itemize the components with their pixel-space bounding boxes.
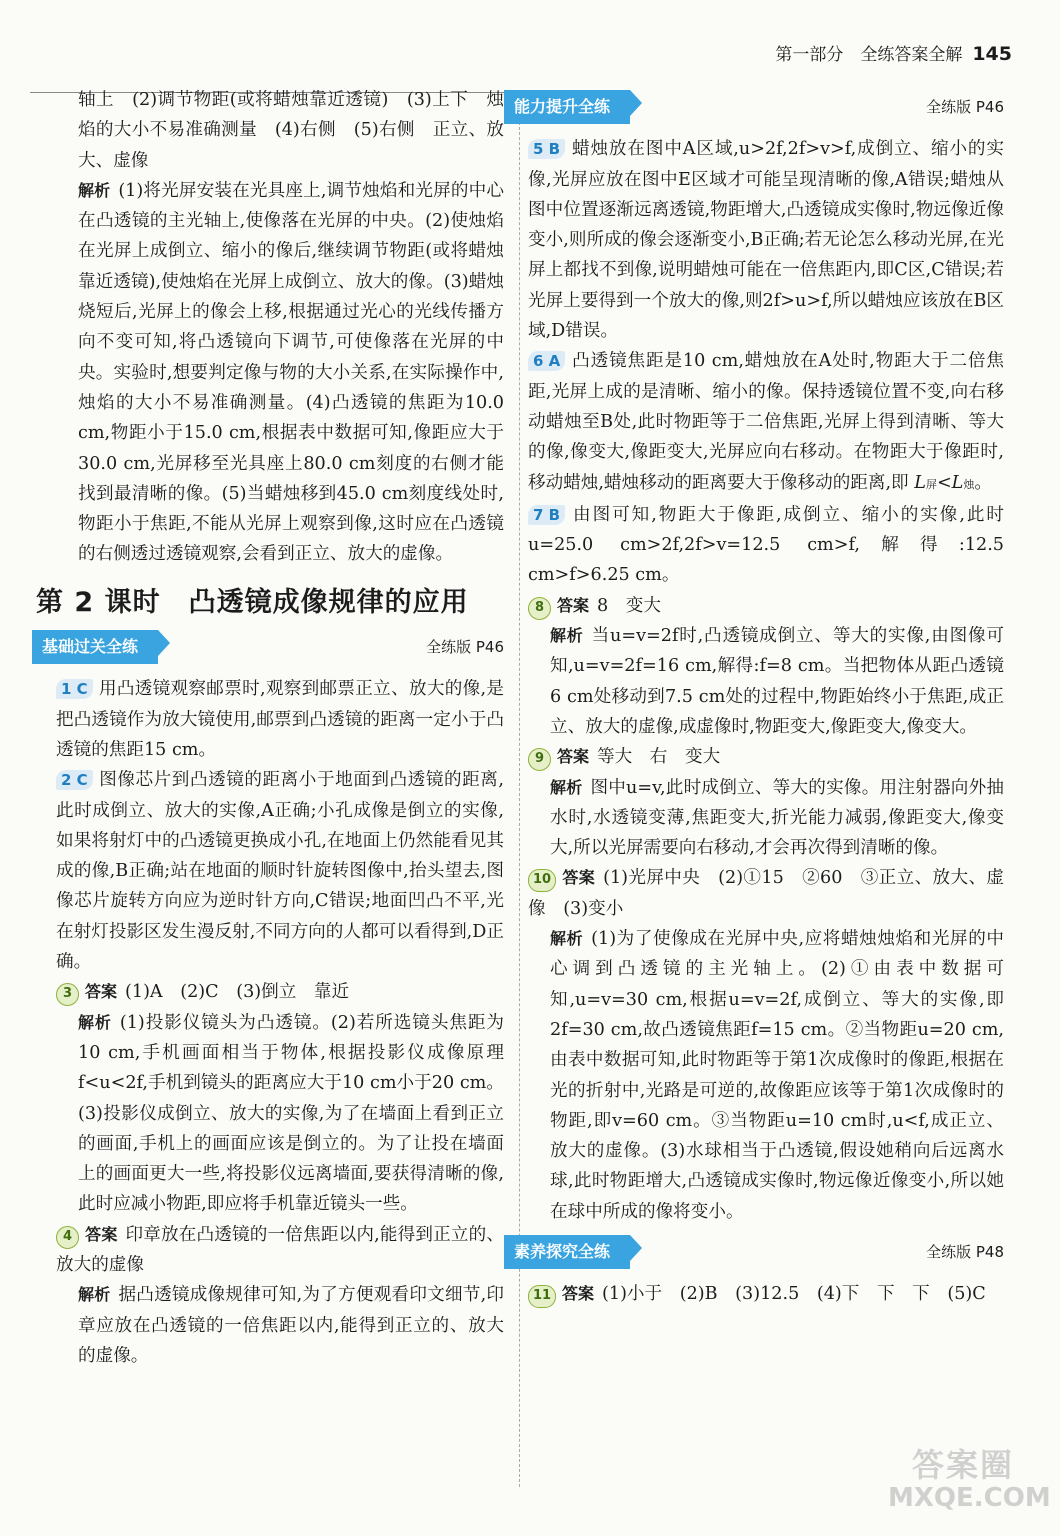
section-title: 第 2 课时 凸透镜成像规律的应用 [36,586,469,618]
q1-badge: 1 C [56,679,93,699]
question-10-answer: 10 答案 (1)光屏中央 (2)①15 ②60 ③正立、放大、虚像 (3)变小 [528,868,1004,919]
question-3-analysis: 解析 (1)投影仪镜头为凸透镜。(2)若所选镜头焦距为10 cm,手机画面相当于物体,根据投影仪成像原理f<u<2f,手机到镜头的距离应大于10 cm小于20 cm。(3)投影仪成倒立、放大的实像,为了在墙面上看到正立的画面,手机上的画面应该是倒立的。为了让投在墙面上的画面更大一些,将投影仪远离墙面,要获得清晰的像,此时应减小物距,即应将手机靠近镜头一些。 [78,1012,504,1215]
watermark-logo: 答案圈 MXQE.COM [888,1446,1051,1513]
q9-number: 9 [528,748,551,771]
question-10-analysis: 解析 (1)为了使像成在光屏中央,应将蜡烛烛焰和光屏的中心调到凸透镜的主光轴上。(2)①由表中数据可知,u=v=30 cm,根据u=v=2f,成倒立、等大的实像,即2f=30 cm,故凸透镜焦距f=15 cm。②当物距u=20 cm,由表中数据可知,此时物距等于第1次成像时的像距,根据在光的折射中,光路是可逆的,故像距应该等于第1次成像时的物距,即v=60 cm。③当物距u=10 cm时,u<f,成正立、放大的虚像。(3)水球相当于凸透镜,假设她稍向后远离水球,此时物距增大,凸透镜成实像时,物远像近像变小,所以她在球中所成的像将变小。 [550,929,1004,1222]
question-11-answer: 11 答案 (1)小于 (2)B (3)12.5 (4)下 下 下 (5)C [528,1279,1004,1309]
analysis-label: 解析 [78,180,111,200]
banner-advanced-ref: 全练版 P46 [926,98,1004,116]
header-title: 第一部分 全练答案全解 [775,45,963,65]
left-column [36,85,505,1371]
question-7: 7 B 由图可知,物距大于像距,成倒立、缩小的实像,此时u=25.0 cm>2f,2f>v=12.5 cm>f,解得:12.5 cm>f>6.25 cm。 [528,504,1004,586]
question-9-answer: 9 答案 等大 右 变大 [528,742,1004,772]
banner-explore-ref: 全练版 P48 [926,1242,1004,1261]
banner-explore-label: 素养探究全练 [504,1235,630,1269]
question-3-answer: 3 答案 (1)A (2)C (3)倒立 靠近 [56,977,504,1007]
q3-number: 3 [56,983,79,1006]
banner-basic-ref: 全练版 P46 [426,638,504,657]
q10-number: 10 [528,869,556,892]
column-divider [519,92,520,1487]
question-9-analysis: 解析 图中u=v,此时成倒立、等大的实像。用注射器向外抽水时,水透镜变薄,焦距变大,折光能力减弱,像距变大,像变大,所以光屏需要向右移动,才会再次得到清晰的像。 [550,777,1004,859]
q5-badge: 5 B [528,139,565,159]
question-8-analysis: 解析 当u=v=2f时,凸透镜成倒立、等大的实像,由图像可知,u=v=2f=16 cm,解得:f=8 cm。当把物体从距凸透镜6 cm处移动到7.5 cm处的过程中,物距始终小于焦距,成正立、放大的虚像,成虚像时,物距变大,像距变大,像变大。 [550,626,1004,737]
continued-answer: 轴上 (2)调节物距(或将蜡烛靠近透镜) (3)上下 烛焰的大小不易准确测量 (4)右侧 (5)右侧 正立、放大、虚像 [78,90,504,171]
question-2: 2 C 图像芯片到凸透镜的距离小于地面到凸透镜的距离,此时成倒立、放大的实像,A正确;小孔成像是倒立的实像,如果将射灯中的凸透镜更换成小孔,在地面上仍然能看见其成的像,B正确;站在地面的顺时针旋转图像中,抬头望去,图像芯片旋转方向应为逆时针方向,C错误;地面凹凸不平,光在射灯投影区发生漫反射,不同方向的人都可以看得到,D正确。 [56,770,504,973]
question-6: 6 A 凸透镜焦距是10 cm,蜡烛放在A处时,物距大于二倍焦距,光屏上成的是清晰、缩小的像。保持透镜位置不变,向右移动蜡烛至B处,此时物距等于二倍焦距,光屏上得到清晰、等大的像,像变大,像距变大,光屏应向右移动。在物距大于像距时,移动蜡烛,蜡烛移动的距离要大于像移动的距离,即 L屏<L烛。 [528,351,1004,493]
banner-basic-label: 基础过关全练 [32,630,158,664]
banner-basic [32,630,504,664]
banner-advanced-label: 能力提升全练 [504,90,630,124]
q4-number: 4 [56,1226,79,1249]
q2-badge: 2 C [56,770,93,790]
answer-label: 答案 [85,982,118,1002]
q11-number: 11 [528,1285,556,1308]
page-header [775,40,1012,65]
continued-analysis: 解析 (1)将光屏安装在光具座上,调节烛焰和光屏的中心在凸透镜的主光轴上,使像落在光屏的中央。(2)使烛焰在光屏上成倒立、缩小的像后,继续调节物距(或将蜡烛靠近透镜),使烛焰在光屏上成倒立、放大的像。(3)蜡烛烧短后,光屏上的像会上移,根据通过光心的光线传播方向不变可知,将凸透镜向下调节,可使像落在光屏的中央。实验时,想要判定像与物的大小关系,在实际操作中,烛焰的大小不易准确测量。(4)凸透镜的焦距为10.0 cm,物距小于15.0 cm,根据表中数据可知,像距应大于30.0 cm,光屏移至光具座上80.0 cm刻度的右侧才能找到最清晰的像。(5)当蜡烛移到45.0 cm刻度线处时,物距小于焦距,不能从光屏上观察到像,这时应在凸透镜的右侧透过透镜观察,会看到正立、放大的虚像。 [78,180,505,565]
banner-advanced [504,90,1004,124]
question-1: 1 C 用凸透镜观察邮票时,观察到邮票正立、放大的像,是把凸透镜作为放大镜使用,邮票到凸透镜的距离一定小于凸透镜的焦距15 cm。 [56,679,504,760]
question-5: 5 B 蜡烛放在图中A区域,u>2f,2f>v>f,成倒立、缩小的实像,光屏应放在图中E区域才可能呈现清晰的像,A错误;蜡烛从图中位置逐渐远离透镜,物距增大,凸透镜成实像时,物远像近像变小,则所成的像会逐渐变小,B正确;若无论怎么移动光屏,在光屏上都找不到像,说明蜡烛可能在一倍焦距内,即C区,C错误;若光屏上要得到一个放大的像,则2f>u>f,所以蜡烛应该放在B区域,D错误。 [528,139,1004,342]
q8-number: 8 [528,597,551,620]
question-4-answer: 4 答案 印章放在凸透镜的一倍焦距以内,能得到正立的、放大的虚像 [56,1224,504,1275]
q6-badge: 6 A [528,351,565,371]
question-8-answer: 8 答案 8 变大 [528,591,1004,621]
banner-explore [504,1235,1004,1269]
q7-badge: 7 B [528,505,565,525]
right-column [514,90,1004,1310]
question-4-analysis: 解析 据凸透镜成像规律可知,为了方便观看印文细节,印章应放在凸透镜的一倍焦距以内,能得到正立的、放大的虚像。 [78,1285,504,1366]
page-number: 145 [972,43,1012,65]
